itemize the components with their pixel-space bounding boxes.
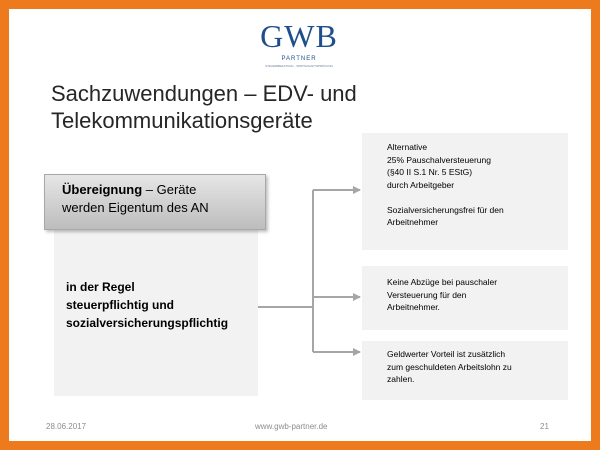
footer-date: 28.06.2017 xyxy=(46,422,87,431)
footer-page-number: 21 xyxy=(540,422,549,431)
option-text-3 xyxy=(387,348,563,386)
option-2-line-1: Keine Abzüge bei pauschaler xyxy=(387,277,498,287)
option-3-line-2: zum geschuldeten Arbeitslohn zu xyxy=(387,361,512,372)
logo-wordmark: GWB xyxy=(260,18,338,54)
option-1-line-6: Arbeitnehmer xyxy=(387,217,439,227)
logo-subtitle: PARTNER xyxy=(281,56,317,62)
option-1-line-4: durch Arbeitgeber xyxy=(387,179,455,190)
option-2-line-2: Versteuerung für den xyxy=(387,289,467,300)
option-text-2 xyxy=(387,276,563,314)
header-bold-term: Übereignung xyxy=(62,182,143,197)
option-1-line-2: 25% Pauschalversteuerung xyxy=(387,154,491,165)
main-line-3: sozialversicherungspflichtig xyxy=(66,316,229,330)
logo-tagline: STEUERBERATUNG · WIRTSCHAFTSPRÜFUNG xyxy=(265,64,333,68)
option-3-line-1: Geldwerter Vorteil ist zusätzlich xyxy=(387,349,506,359)
footer-url[interactable]: www.gwb-partner.de xyxy=(255,422,328,431)
header-rest: – Geräte xyxy=(142,182,197,197)
option-1-line-1: Alternative xyxy=(387,142,428,152)
main-line-1: in der Regel xyxy=(66,280,135,294)
option-text-1 xyxy=(387,141,563,229)
option-2-line-3: Arbeitnehmer. xyxy=(387,302,440,312)
title-line-1: Sachzuwendungen – EDV- und xyxy=(51,81,357,106)
header-line-2: werden Eigentum des AN xyxy=(62,200,209,215)
main-line-2: steuerpflichtig und xyxy=(66,298,174,312)
title-line-2: Telekommunikationsgeräte xyxy=(51,108,313,133)
option-1-line-3: (§40 II S.1 Nr. 5 EStG) xyxy=(387,167,473,177)
option-1-line-5: Sozialversicherungsfrei für den xyxy=(387,204,504,215)
option-3-line-3: zahlen. xyxy=(387,374,415,384)
